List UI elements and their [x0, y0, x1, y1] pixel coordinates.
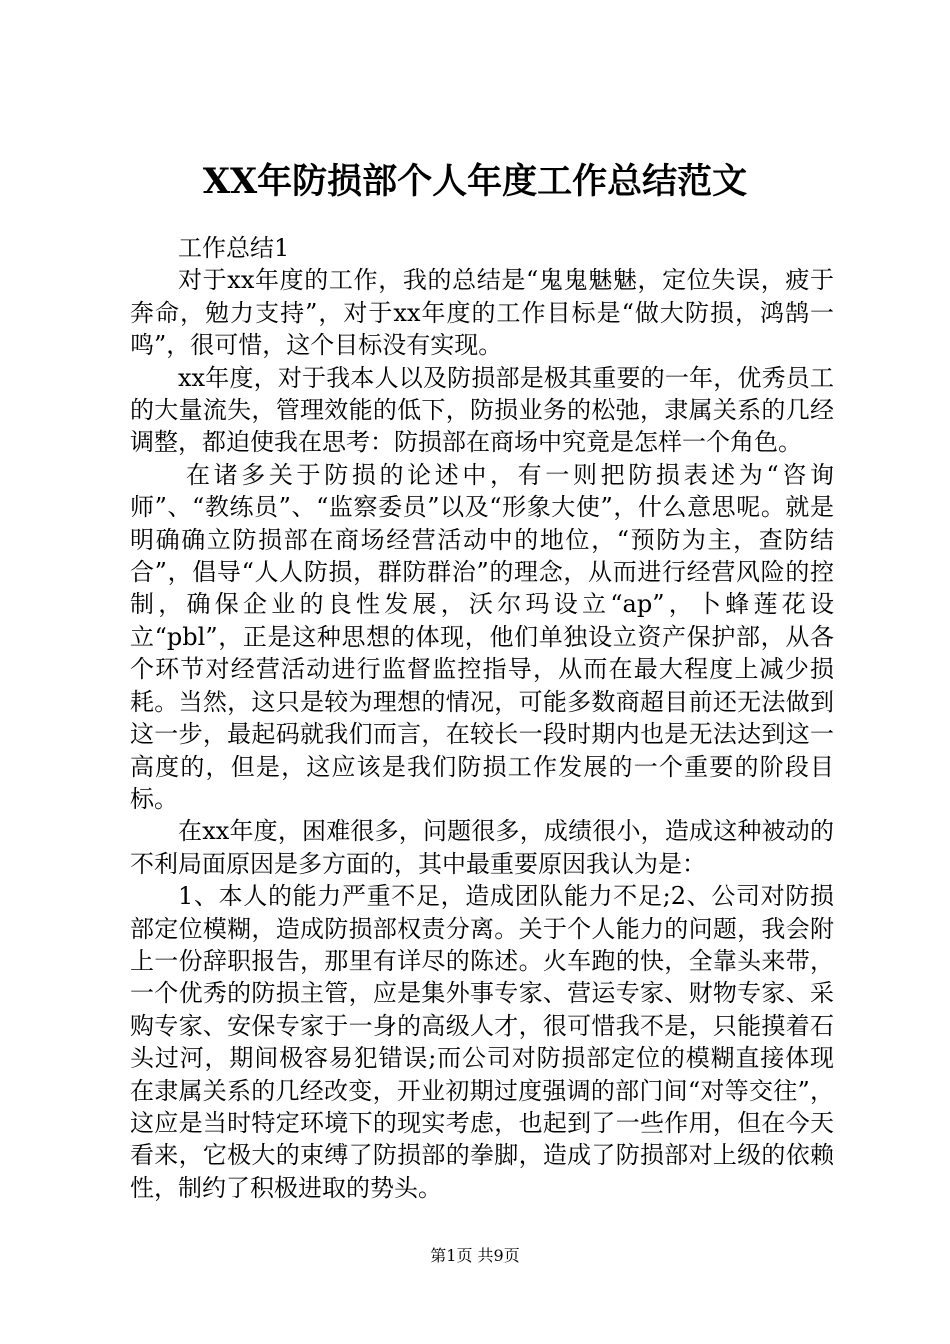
paragraph-5: 1、本人的能力严重不足，造成团队能力不足;2、公司对防损部定位模糊，造成防损部权责分离。关于个人能力的问题，我会附上一份辞职报告，那里有详尽的陈述。火车跑的快，全靠头来带，一个优秀的防损主管，应是集外事专家、营运专家、财物专家、采购专家、安保专家于一身的高级人才，很可惜我不是，只能摸着石头过河，期间极容易犯错误;而公司对防损部定位的模糊直接体现在隶属关系的几经改变，开业初期过度强调的部门间“对等交往”，这应是当时特定环境下的现实考虑，也起到了一些作用，但在今天看来，它极大的束缚了防损部的拳脚，造成了防损部对上级的依赖性，制约了积极进取的势头。	[130, 882, 834, 1202]
paragraph-3: 在诸多关于防损的论述中，有一则把防损表述为“咨询师”、“教练员”、“监察委员”以及“形象大使”，什么意思呢。就是明确确立防损部在商场经营活动中的地位，“预防为主，查防结合”，倡导“人人防损，群防群治”的理念，从而进行经营风险的控制，确保企业的良性发展，沃尔玛设立“ap”，卜蜂莲花设立“pbl”，正是这种思想的体现，他们单独设立资产保护部，从各个环节对经营活动进行监督监控指导，从而在最大程度上减少损耗。当然，这只是较为理想的情况，可能多数商超目前还无法做到这一步，最起码就我们而言，在较长一段时期内也是无法达到这一高度的，但是，这应该是我们防损工作发展的一个重要的阶段目标。	[130, 460, 834, 813]
paragraph-2: xx年度，对于我本人以及防损部是极其重要的一年，优秀员工的大量流失，管理效能的低下，防损业务的松弛，隶属关系的几经调整，都迫使我在思考：防损部在商场中究竟是怎样一个角色。	[130, 363, 834, 457]
section-heading: 工作总结1	[178, 234, 290, 262]
page-indicator: 第1页 共9页	[430, 1246, 520, 1265]
paragraph-4: 在xx年度，困难很多，问题很多，成绩很小，造成这种被动的不利局面原因是多方面的，其中最重要原因我认为是：	[130, 817, 834, 878]
document-body	[130, 232, 834, 1204]
document-title: XX年防损部个人年度工作总结范文	[202, 161, 748, 202]
paragraph-1: 对于xx年度的工作，我的总结是“鬼鬼魅魅，定位失误，疲于奔命，勉力支持”，对于xx年度的工作目标是“做大防损，鸿鹄一鸣”，很可惜，这个目标没有实现。	[130, 266, 834, 360]
